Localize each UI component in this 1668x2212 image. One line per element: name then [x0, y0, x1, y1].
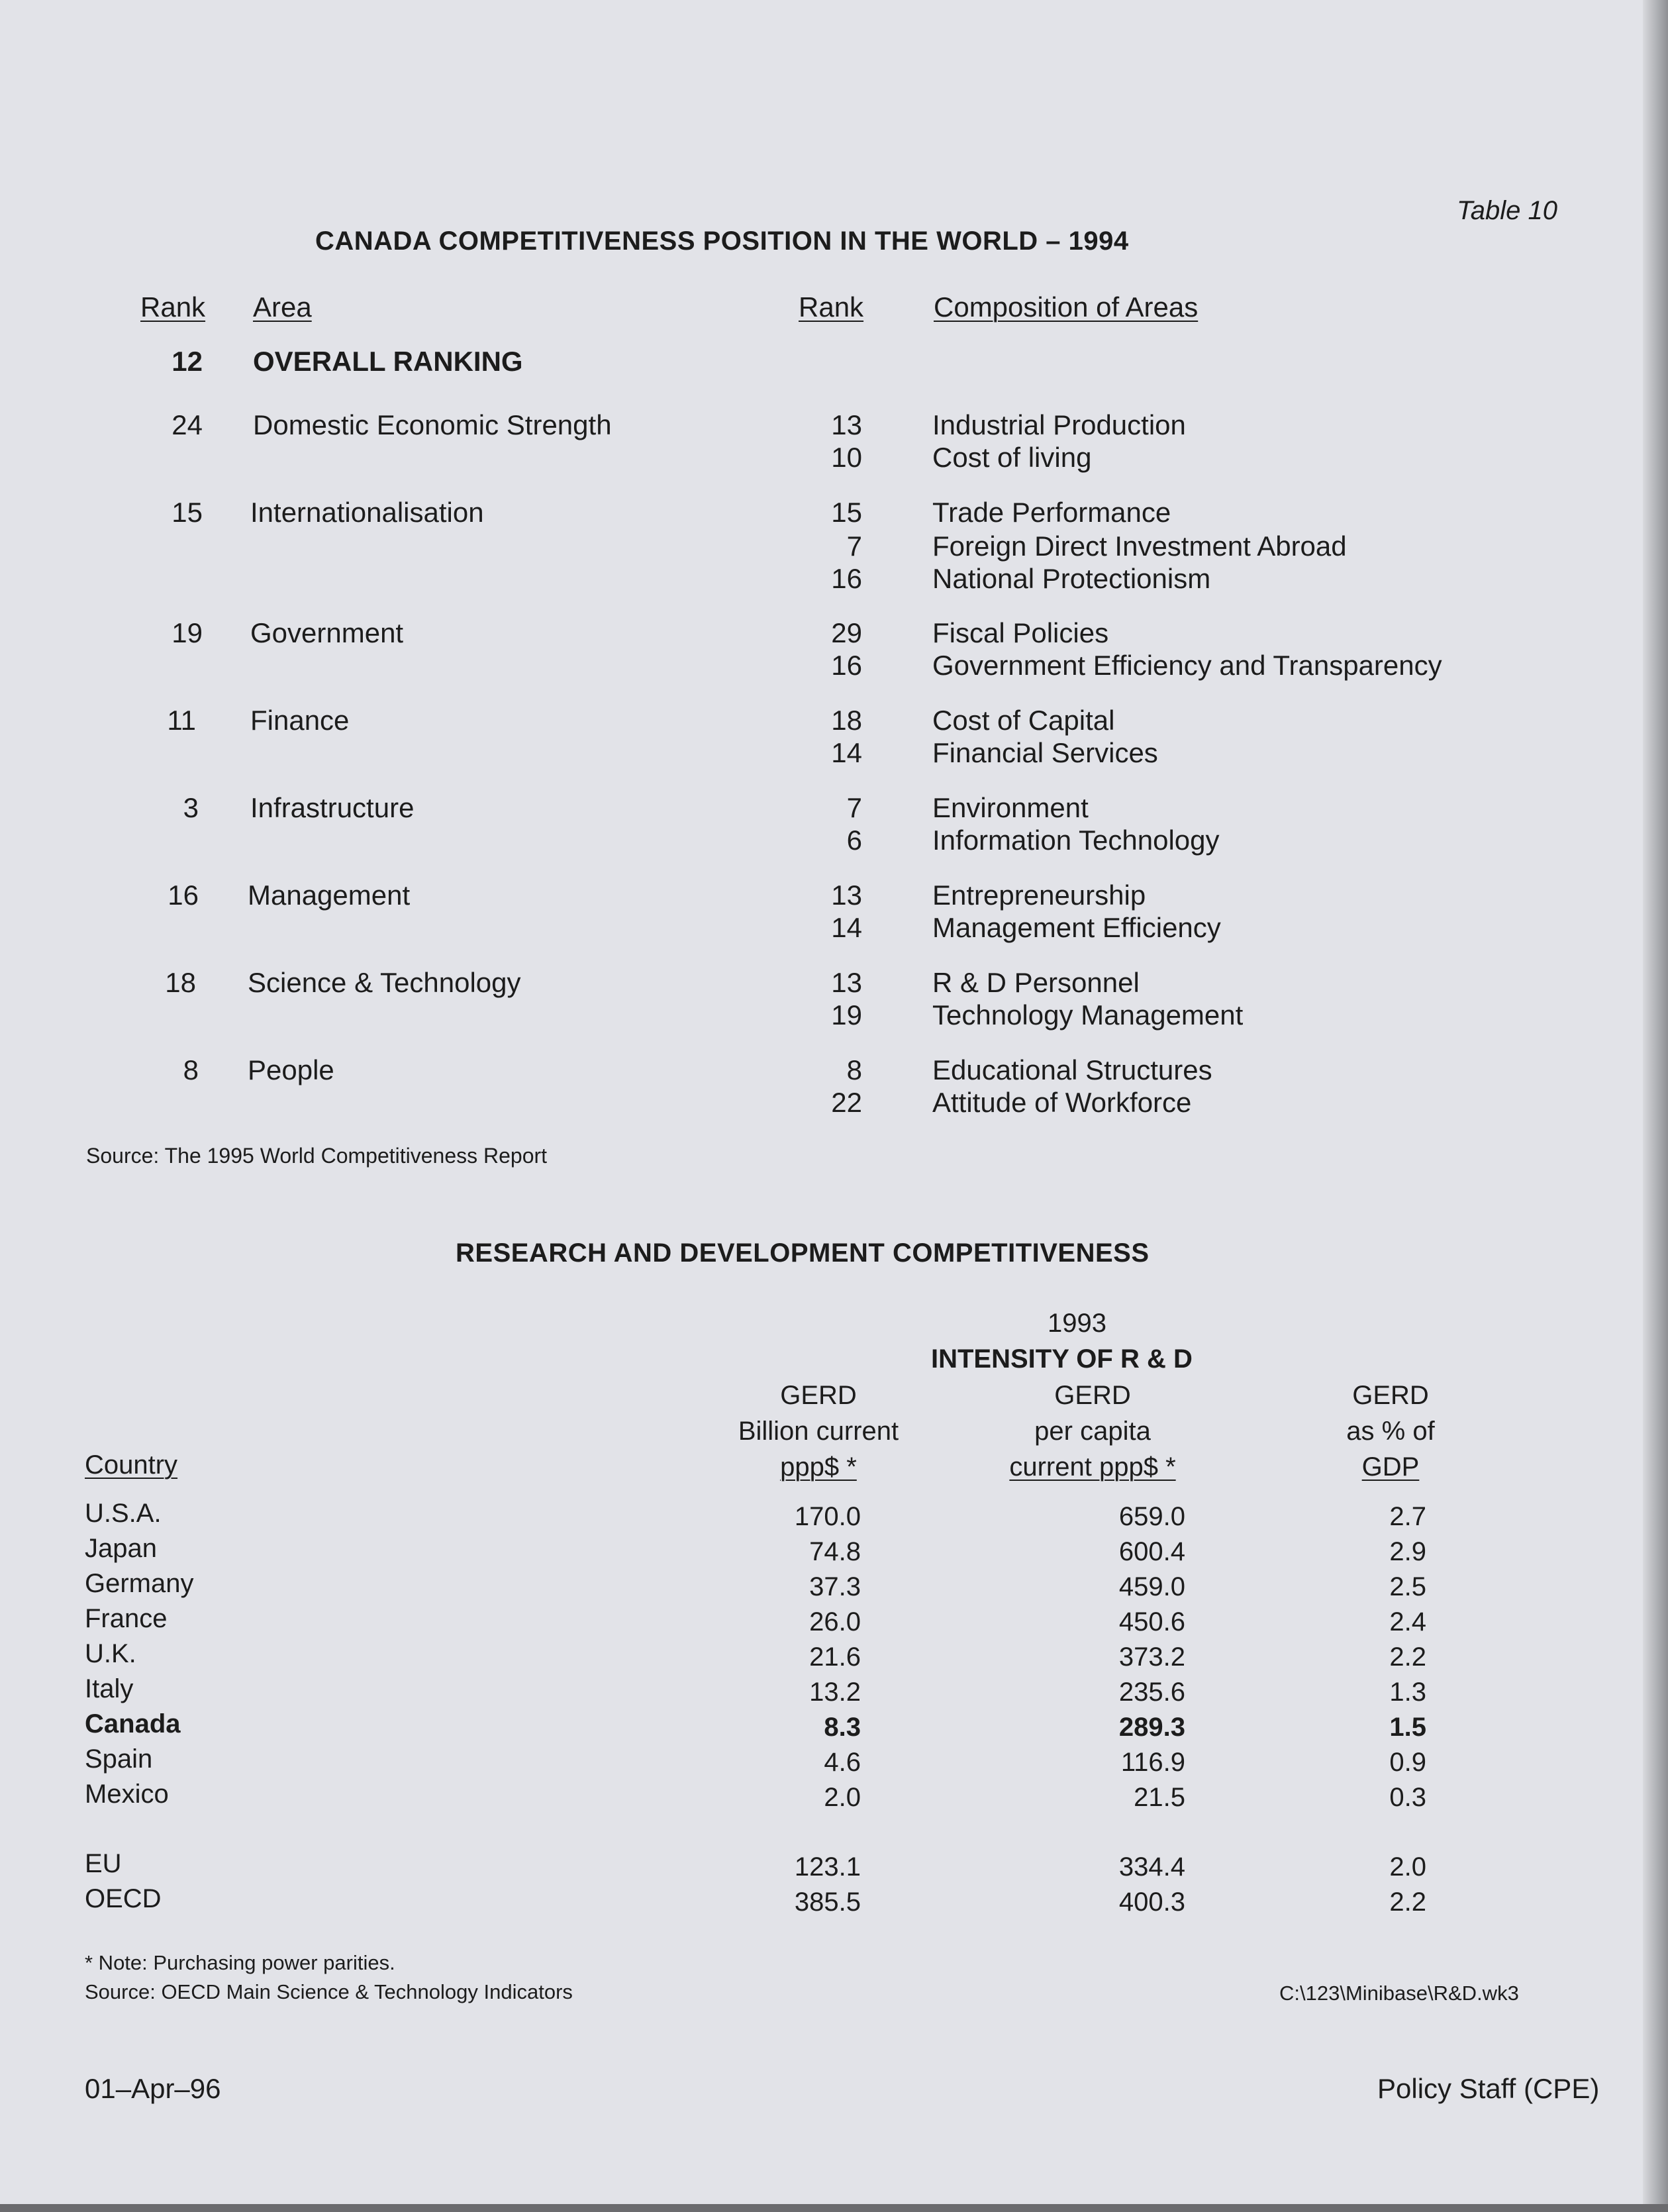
- footer-date: 01–Apr–96: [85, 2073, 221, 2104]
- footer-author: Policy Staff (CPE): [1377, 2073, 1600, 2104]
- area-name: Domestic Economic Strength: [253, 409, 612, 440]
- country-cell: U.K.: [85, 1639, 136, 1668]
- per-capita-cell: 289.3: [1118, 1713, 1185, 1742]
- component-name: Management Efficiency: [932, 912, 1221, 943]
- country-cell: U.S.A.: [85, 1499, 162, 1528]
- gerd-cell: 170.0: [794, 1502, 861, 1531]
- per-capita-cell: 334.4: [1118, 1852, 1185, 1882]
- country-cell: Mexico: [85, 1780, 169, 1809]
- rd-subtitle: INTENSITY OF R & D: [931, 1344, 1193, 1374]
- country-cell: Japan: [85, 1534, 157, 1563]
- component-rank: 16: [831, 563, 862, 594]
- component-name: Cost of Capital: [932, 705, 1115, 736]
- col-gerd-line3: [706, 1449, 931, 1485]
- per-capita-cell: 235.6: [1118, 1678, 1185, 1707]
- component-name: Environment: [932, 792, 1089, 823]
- header-rank: Rank: [140, 291, 206, 323]
- component-rank: 14: [831, 737, 862, 768]
- area-name: Science & Technology: [248, 967, 521, 998]
- component-rank: 14: [831, 912, 862, 943]
- pct-gdp-cell: 0.9: [1389, 1748, 1426, 1777]
- header-rank-composition: Rank: [799, 291, 864, 323]
- country-cell: France: [85, 1604, 168, 1633]
- col-per-capita-header: [967, 1378, 1218, 1485]
- country-cell: EU: [85, 1849, 122, 1878]
- col-gerd-unit: ppp$ *: [780, 1452, 857, 1482]
- file-path: C:\123\Minibase\R&D.wk3: [1279, 1982, 1519, 2005]
- pct-gdp-cell: 2.2: [1389, 1642, 1426, 1672]
- area-name: Internationalisation: [250, 497, 484, 528]
- gerd-cell: 4.6: [824, 1748, 861, 1777]
- per-capita-cell: 21.5: [1134, 1783, 1185, 1812]
- component-rank: 18: [831, 705, 862, 736]
- component-name: Trade Performance: [932, 497, 1171, 528]
- pct-gdp-cell: 2.2: [1389, 1887, 1426, 1917]
- component-rank: 8: [846, 1054, 862, 1085]
- component-rank: 29: [831, 617, 862, 648]
- rd-year: 1993: [1048, 1309, 1106, 1338]
- ranking-title: CANADA COMPETITIVENESS POSITION IN THE WORLD – 1994: [315, 226, 1129, 256]
- col-per-capita-line2: per capita: [1034, 1417, 1151, 1446]
- rd-title: RESEARCH AND DEVELOPMENT COMPETITIVENESS: [456, 1238, 1150, 1268]
- component-name: Information Technology: [932, 825, 1220, 856]
- scan-edge-right: [1643, 0, 1668, 2212]
- component-name: Cost of living: [932, 442, 1092, 473]
- col-pct-gdp-unit: GDP: [1361, 1452, 1420, 1482]
- gerd-cell: 26.0: [809, 1607, 861, 1636]
- component-rank: 15: [831, 497, 862, 528]
- col-per-capita-unit: current ppp$ *: [1009, 1452, 1176, 1482]
- area-rank: 11: [167, 705, 196, 736]
- area-name: Infrastructure: [250, 792, 415, 823]
- component-name: R & D Personnel: [932, 967, 1140, 998]
- col-pct-gdp-line3: [1311, 1449, 1470, 1485]
- per-capita-cell: 373.2: [1118, 1642, 1185, 1672]
- gerd-cell: 74.8: [809, 1537, 861, 1566]
- area-rank: 18: [165, 967, 196, 998]
- gerd-cell: 13.2: [809, 1678, 861, 1707]
- pct-gdp-cell: 2.4: [1389, 1607, 1426, 1636]
- col-per-capita-line3: [967, 1449, 1218, 1485]
- overall-label: OVERALL RANKING: [253, 346, 523, 377]
- area-rank: 19: [172, 617, 203, 648]
- component-name: Technology Management: [932, 999, 1244, 1031]
- component-rank: 7: [846, 530, 862, 562]
- component-name: Financial Services: [932, 737, 1158, 768]
- area-name: People: [248, 1054, 334, 1085]
- component-rank: 19: [831, 999, 862, 1031]
- component-name: Entrepreneurship: [932, 880, 1146, 911]
- overall-rank: 12: [172, 346, 203, 377]
- gerd-cell: 2.0: [824, 1783, 861, 1812]
- pct-gdp-cell: 2.0: [1389, 1852, 1426, 1882]
- rd-source: Source: OECD Main Science & Technology Indicators: [85, 1980, 573, 2003]
- col-gerd-header: [706, 1378, 931, 1485]
- area-name: Government: [250, 617, 404, 648]
- scan-edge-bottom: [0, 2204, 1668, 2212]
- pct-gdp-cell: 2.5: [1389, 1572, 1426, 1601]
- area-rank: 8: [183, 1054, 199, 1085]
- header-area: Area: [253, 291, 312, 323]
- component-name: Fiscal Policies: [932, 617, 1109, 648]
- country-cell: Spain: [85, 1744, 153, 1774]
- col-pct-gdp-line1: GERD: [1352, 1381, 1429, 1410]
- country-cell: OECD: [85, 1884, 162, 1913]
- col-per-capita-line1: GERD: [1054, 1381, 1131, 1410]
- area-rank: 16: [168, 880, 199, 911]
- component-name: Attitude of Workforce: [932, 1087, 1192, 1118]
- pct-gdp-cell: 2.7: [1389, 1502, 1426, 1531]
- per-capita-cell: 400.3: [1118, 1887, 1185, 1917]
- component-name: Foreign Direct Investment Abroad: [932, 530, 1347, 562]
- per-capita-cell: 450.6: [1118, 1607, 1185, 1636]
- per-capita-cell: 659.0: [1118, 1502, 1185, 1531]
- col-pct-gdp-line2: as % of: [1346, 1417, 1435, 1446]
- component-name: Government Efficiency and Transparency: [932, 650, 1442, 681]
- col-gerd-line1: GERD: [780, 1381, 857, 1410]
- pct-gdp-cell: 0.3: [1389, 1783, 1426, 1812]
- gerd-cell: 37.3: [809, 1572, 861, 1601]
- area-rank: 24: [172, 409, 203, 440]
- component-rank: 10: [831, 442, 862, 473]
- component-rank: 6: [846, 825, 862, 856]
- gerd-cell: 8.3: [824, 1713, 861, 1742]
- component-name: Industrial Production: [932, 409, 1186, 440]
- gerd-cell: 385.5: [794, 1887, 861, 1917]
- country-cell: Germany: [85, 1569, 194, 1598]
- col-country-header: Country: [85, 1450, 178, 1480]
- area-name: Finance: [250, 705, 350, 736]
- pct-gdp-cell: 1.5: [1389, 1713, 1426, 1742]
- gerd-cell: 123.1: [794, 1852, 861, 1882]
- country-cell: Italy: [85, 1674, 134, 1703]
- area-rank: 15: [172, 497, 203, 528]
- area-name: Management: [248, 880, 411, 911]
- component-name: National Protectionism: [932, 563, 1211, 594]
- component-rank: 7: [846, 792, 862, 823]
- country-cell: Canada: [85, 1709, 181, 1738]
- component-rank: 13: [831, 409, 862, 440]
- area-rank: 3: [183, 792, 199, 823]
- per-capita-cell: 116.9: [1120, 1748, 1185, 1777]
- per-capita-cell: 459.0: [1118, 1572, 1185, 1601]
- per-capita-cell: 600.4: [1118, 1537, 1185, 1566]
- table-number: Table 10: [1457, 196, 1557, 225]
- col-gerd-line2: Billion current: [738, 1417, 899, 1446]
- header-composition: Composition of Areas: [934, 291, 1199, 323]
- col-pct-gdp-header: [1311, 1378, 1470, 1485]
- component-name: Educational Structures: [932, 1054, 1212, 1085]
- component-rank: 16: [831, 650, 862, 681]
- component-rank: 13: [831, 967, 862, 998]
- pct-gdp-cell: 2.9: [1389, 1537, 1426, 1566]
- gerd-cell: 21.6: [809, 1642, 861, 1672]
- component-rank: 22: [831, 1087, 862, 1118]
- rd-note: * Note: Purchasing power parities.: [85, 1951, 395, 1974]
- component-rank: 13: [831, 880, 862, 911]
- ranking-source: Source: The 1995 World Competitiveness Report: [86, 1144, 548, 1168]
- pct-gdp-cell: 1.3: [1389, 1678, 1426, 1707]
